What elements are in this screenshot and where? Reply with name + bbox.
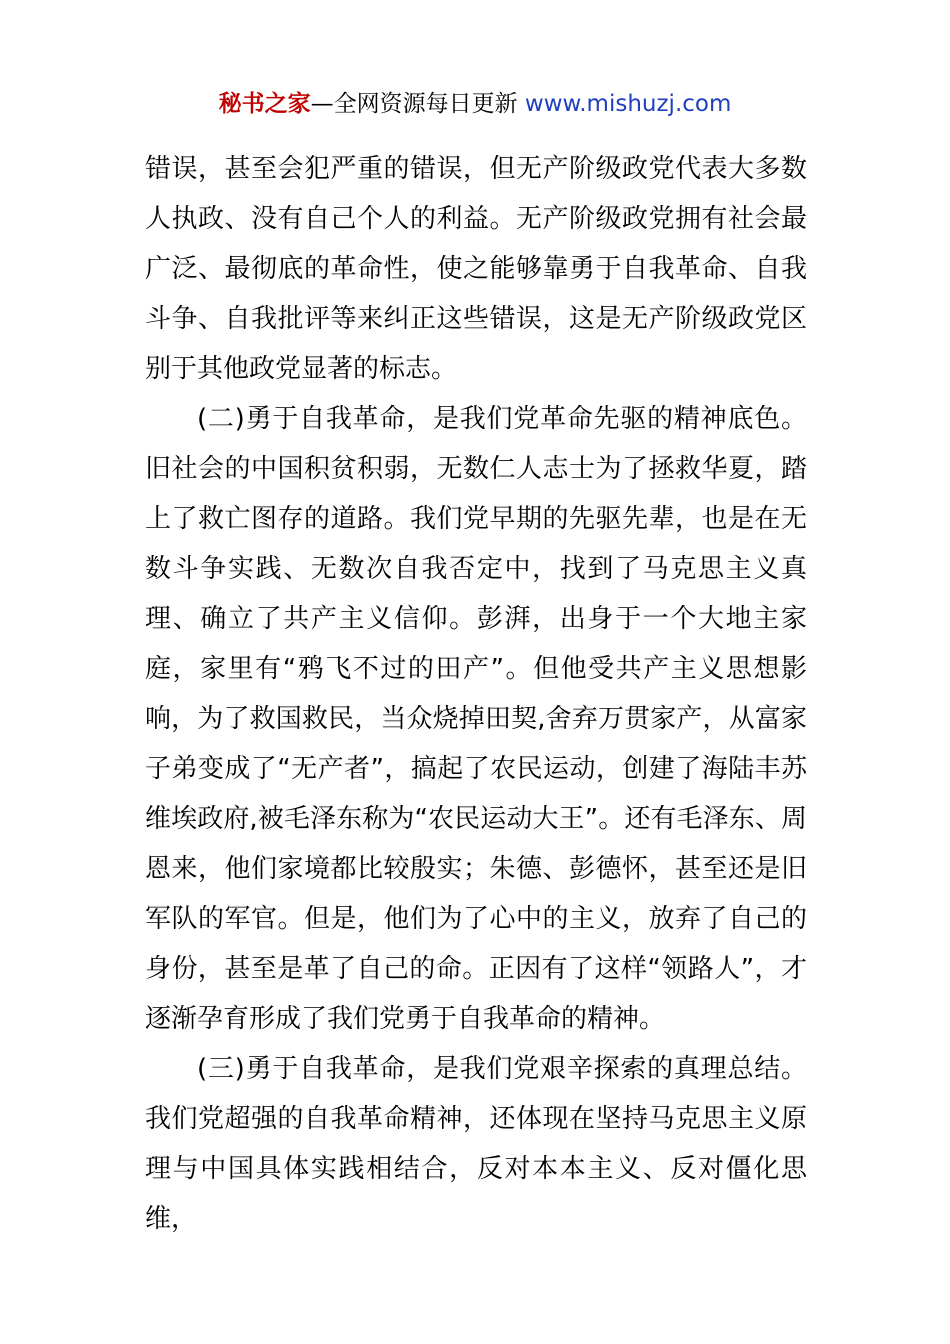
brand-name: 秘书之家 [218,91,311,117]
paragraph-continuation: 错误，甚至会犯严重的错误，但无产阶级政党代表大多数人执政、没有自己个人的利益。无产阶级政党拥有社会最广泛、最彻底的革命性，使之能够靠勇于自我革命、自我斗争、自我批评等来纠正这些错误，这是无产阶级政党区别于其他政党显著的标志。 [145,154,807,384]
website-link[interactable]: www.mishuzj.com [524,91,732,117]
header-tagline: —全网资源每日更新 [310,91,518,117]
page-header [0,86,950,122]
document-body [145,144,807,1244]
paragraph-section-3: (三)勇于自我革命，是我们党艰辛探索的真理总结。我们党超强的自我革命精神，还体现在坚持马克思主义原理与中国具体实践相结合，反对本本主义、反对僵化思维， [145,1054,807,1234]
paragraph-section-2: (二)勇于自我革命，是我们党革命先驱的精神底色。旧社会的中国积贫积弱，无数仁人志士为了拯救华夏，踏上了救亡图存的道路。我们党早期的先驱先辈，也是在无数斗争实践、无数次自我否定中，找到了马克思主义真理、确立了共产主义信仰。彭湃，出身于一个大地主家庭，家里有“鸦飞不过的田产”。但他受共产主义思想影响，为了救国救民，当众烧掉田契,舍弃万贯家产，从富家子弟变成了“无产者”，搞起了农民运动，创建了海陆丰苏维埃政府,被毛泽东称为“农民运动大王”。还有毛泽东、周恩来，他们家境都比较殷实；朱德、彭德怀，甚至还是旧军队的军官。但是，他们为了心中的主义，放弃了自己的身份，甚至是革了自己的命。正因有了这样“领路人”，才逐渐孕育形成了我们党勇于自我革命的精神。 [145,404,807,1034]
